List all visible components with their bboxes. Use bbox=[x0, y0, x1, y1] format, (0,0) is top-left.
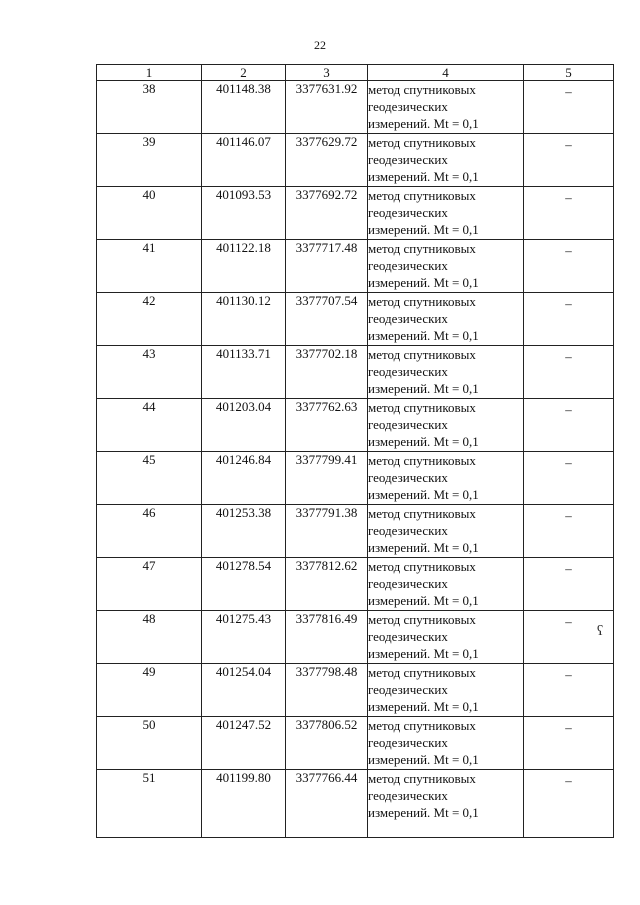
method-cell bbox=[368, 187, 524, 240]
method-cell bbox=[368, 505, 524, 558]
table-row bbox=[97, 505, 614, 558]
note-dash: – bbox=[565, 243, 572, 258]
method-line: измерений. Mt = 0,1 bbox=[368, 805, 479, 820]
table-row bbox=[97, 240, 614, 293]
table-row bbox=[97, 664, 614, 717]
x-coordinate-cell: 401093.53 bbox=[202, 187, 286, 240]
note-cell bbox=[524, 399, 614, 452]
method-cell bbox=[368, 346, 524, 399]
note-cell bbox=[524, 293, 614, 346]
method-line: метод спутниковых bbox=[368, 347, 476, 362]
x-coordinate-cell: 401199.80 bbox=[202, 770, 286, 838]
x-coordinate-cell: 401133.71 bbox=[202, 346, 286, 399]
note-dash: – bbox=[565, 349, 572, 364]
point-number-cell: 45 bbox=[97, 452, 202, 505]
method-line: геодезических bbox=[368, 99, 448, 114]
method-line: метод спутниковых bbox=[368, 506, 476, 521]
y-coordinate-cell: 3377812.62 bbox=[286, 558, 368, 611]
point-number-cell: 50 bbox=[97, 717, 202, 770]
method-cell bbox=[368, 770, 524, 838]
note-cell bbox=[524, 770, 614, 838]
method-line: измерений. Mt = 0,1 bbox=[368, 275, 479, 290]
y-coordinate-cell: 3377766.44 bbox=[286, 770, 368, 838]
point-number-cell: 49 bbox=[97, 664, 202, 717]
x-coordinate-cell: 401247.52 bbox=[202, 717, 286, 770]
table-body bbox=[97, 81, 614, 838]
method-cell bbox=[368, 134, 524, 187]
method-line: геодезических bbox=[368, 364, 448, 379]
table-row bbox=[97, 452, 614, 505]
method-line: геодезических bbox=[368, 682, 448, 697]
note-dash: – bbox=[565, 720, 572, 735]
note-dash: – bbox=[565, 296, 572, 311]
point-number-cell: 46 bbox=[97, 505, 202, 558]
note-cell bbox=[524, 134, 614, 187]
x-coordinate-cell: 401275.43 bbox=[202, 611, 286, 664]
method-line: геодезических bbox=[368, 576, 448, 591]
method-line: метод спутниковых bbox=[368, 241, 476, 256]
method-cell bbox=[368, 399, 524, 452]
stray-pen-mark: ʕ bbox=[597, 624, 604, 639]
note-cell bbox=[524, 664, 614, 717]
column-header-5: 5 bbox=[524, 65, 614, 81]
method-line: измерений. Mt = 0,1 bbox=[368, 540, 479, 555]
y-coordinate-cell: 3377629.72 bbox=[286, 134, 368, 187]
x-coordinate-cell: 401253.38 bbox=[202, 505, 286, 558]
x-coordinate-cell: 401246.84 bbox=[202, 452, 286, 505]
method-line: измерений. Mt = 0,1 bbox=[368, 434, 479, 449]
method-line: геодезических bbox=[368, 417, 448, 432]
column-header-4: 4 bbox=[368, 65, 524, 81]
y-coordinate-cell: 3377707.54 bbox=[286, 293, 368, 346]
y-coordinate-cell: 3377692.72 bbox=[286, 187, 368, 240]
method-line: измерений. Mt = 0,1 bbox=[368, 593, 479, 608]
note-dash: – bbox=[565, 773, 572, 788]
method-line: измерений. Mt = 0,1 bbox=[368, 328, 479, 343]
y-coordinate-cell: 3377631.92 bbox=[286, 81, 368, 134]
point-number-cell: 47 bbox=[97, 558, 202, 611]
method-line: метод спутниковых bbox=[368, 718, 476, 733]
note-dash: – bbox=[565, 614, 572, 629]
method-line: геодезических bbox=[368, 205, 448, 220]
page-number: 22 bbox=[314, 38, 326, 52]
method-line: геодезических bbox=[368, 152, 448, 167]
note-cell bbox=[524, 187, 614, 240]
method-line: измерений. Mt = 0,1 bbox=[368, 487, 479, 502]
method-line: геодезических bbox=[368, 311, 448, 326]
x-coordinate-cell: 401122.18 bbox=[202, 240, 286, 293]
column-header-2: 2 bbox=[202, 65, 286, 81]
table-row bbox=[97, 134, 614, 187]
method-line: геодезических bbox=[368, 523, 448, 538]
table-row bbox=[97, 187, 614, 240]
note-dash: – bbox=[565, 667, 572, 682]
table-row bbox=[97, 770, 614, 838]
method-line: геодезических bbox=[368, 629, 448, 644]
method-line: метод спутниковых bbox=[368, 188, 476, 203]
method-line: измерений. Mt = 0,1 bbox=[368, 381, 479, 396]
y-coordinate-cell: 3377806.52 bbox=[286, 717, 368, 770]
method-line: метод спутниковых bbox=[368, 82, 476, 97]
note-cell bbox=[524, 346, 614, 399]
method-line: геодезических bbox=[368, 258, 448, 273]
table-row bbox=[97, 293, 614, 346]
y-coordinate-cell: 3377702.18 bbox=[286, 346, 368, 399]
y-coordinate-cell: 3377798.48 bbox=[286, 664, 368, 717]
note-cell bbox=[524, 240, 614, 293]
point-number-cell: 48 bbox=[97, 611, 202, 664]
note-cell bbox=[524, 558, 614, 611]
point-number-cell: 39 bbox=[97, 134, 202, 187]
table-row bbox=[97, 717, 614, 770]
column-header-3: 3 bbox=[286, 65, 368, 81]
method-line: метод спутниковых bbox=[368, 453, 476, 468]
y-coordinate-cell: 3377799.41 bbox=[286, 452, 368, 505]
y-coordinate-cell: 3377762.63 bbox=[286, 399, 368, 452]
method-cell bbox=[368, 717, 524, 770]
method-line: измерений. Mt = 0,1 bbox=[368, 169, 479, 184]
note-dash: – bbox=[565, 190, 572, 205]
table-row bbox=[97, 611, 614, 664]
method-cell bbox=[368, 81, 524, 134]
x-coordinate-cell: 401254.04 bbox=[202, 664, 286, 717]
table-row bbox=[97, 346, 614, 399]
table-row bbox=[97, 399, 614, 452]
method-cell bbox=[368, 611, 524, 664]
method-line: геодезических bbox=[368, 735, 448, 750]
x-coordinate-cell: 401278.54 bbox=[202, 558, 286, 611]
method-cell bbox=[368, 664, 524, 717]
y-coordinate-cell: 3377791.38 bbox=[286, 505, 368, 558]
note-dash: – bbox=[565, 84, 572, 99]
method-cell bbox=[368, 293, 524, 346]
method-line: геодезических bbox=[368, 470, 448, 485]
method-line: метод спутниковых bbox=[368, 771, 476, 786]
note-dash: – bbox=[565, 455, 572, 470]
method-line: метод спутниковых bbox=[368, 135, 476, 150]
note-dash: – bbox=[565, 508, 572, 523]
note-cell bbox=[524, 505, 614, 558]
x-coordinate-cell: 401203.04 bbox=[202, 399, 286, 452]
x-coordinate-cell: 401130.12 bbox=[202, 293, 286, 346]
method-line: геодезических bbox=[368, 788, 448, 803]
method-line: метод спутниковых bbox=[368, 612, 476, 627]
table-row bbox=[97, 81, 614, 134]
point-number-cell: 51 bbox=[97, 770, 202, 838]
method-line: метод спутниковых bbox=[368, 665, 476, 680]
method-line: измерений. Mt = 0,1 bbox=[368, 646, 479, 661]
note-dash: – bbox=[565, 561, 572, 576]
method-line: метод спутниковых bbox=[368, 294, 476, 309]
method-line: метод спутниковых bbox=[368, 559, 476, 574]
x-coordinate-cell: 401148.38 bbox=[202, 81, 286, 134]
y-coordinate-cell: 3377816.49 bbox=[286, 611, 368, 664]
table-header-row bbox=[97, 65, 614, 81]
x-coordinate-cell: 401146.07 bbox=[202, 134, 286, 187]
point-number-cell: 42 bbox=[97, 293, 202, 346]
note-dash: – bbox=[565, 137, 572, 152]
y-coordinate-cell: 3377717.48 bbox=[286, 240, 368, 293]
note-cell bbox=[524, 452, 614, 505]
method-line: метод спутниковых bbox=[368, 400, 476, 415]
method-line: измерений. Mt = 0,1 bbox=[368, 116, 479, 131]
method-cell bbox=[368, 558, 524, 611]
point-number-cell: 43 bbox=[97, 346, 202, 399]
point-number-cell: 44 bbox=[97, 399, 202, 452]
point-number-cell: 40 bbox=[97, 187, 202, 240]
point-number-cell: 38 bbox=[97, 81, 202, 134]
point-number-cell: 41 bbox=[97, 240, 202, 293]
method-line: измерений. Mt = 0,1 bbox=[368, 699, 479, 714]
table-row bbox=[97, 558, 614, 611]
method-line: измерений. Mt = 0,1 bbox=[368, 222, 479, 237]
note-dash: – bbox=[565, 402, 572, 417]
method-cell bbox=[368, 240, 524, 293]
note-cell bbox=[524, 81, 614, 134]
note-cell bbox=[524, 717, 614, 770]
coordinates-table bbox=[96, 64, 614, 838]
column-header-1: 1 bbox=[97, 65, 202, 81]
method-line: измерений. Mt = 0,1 bbox=[368, 752, 479, 767]
method-cell bbox=[368, 452, 524, 505]
